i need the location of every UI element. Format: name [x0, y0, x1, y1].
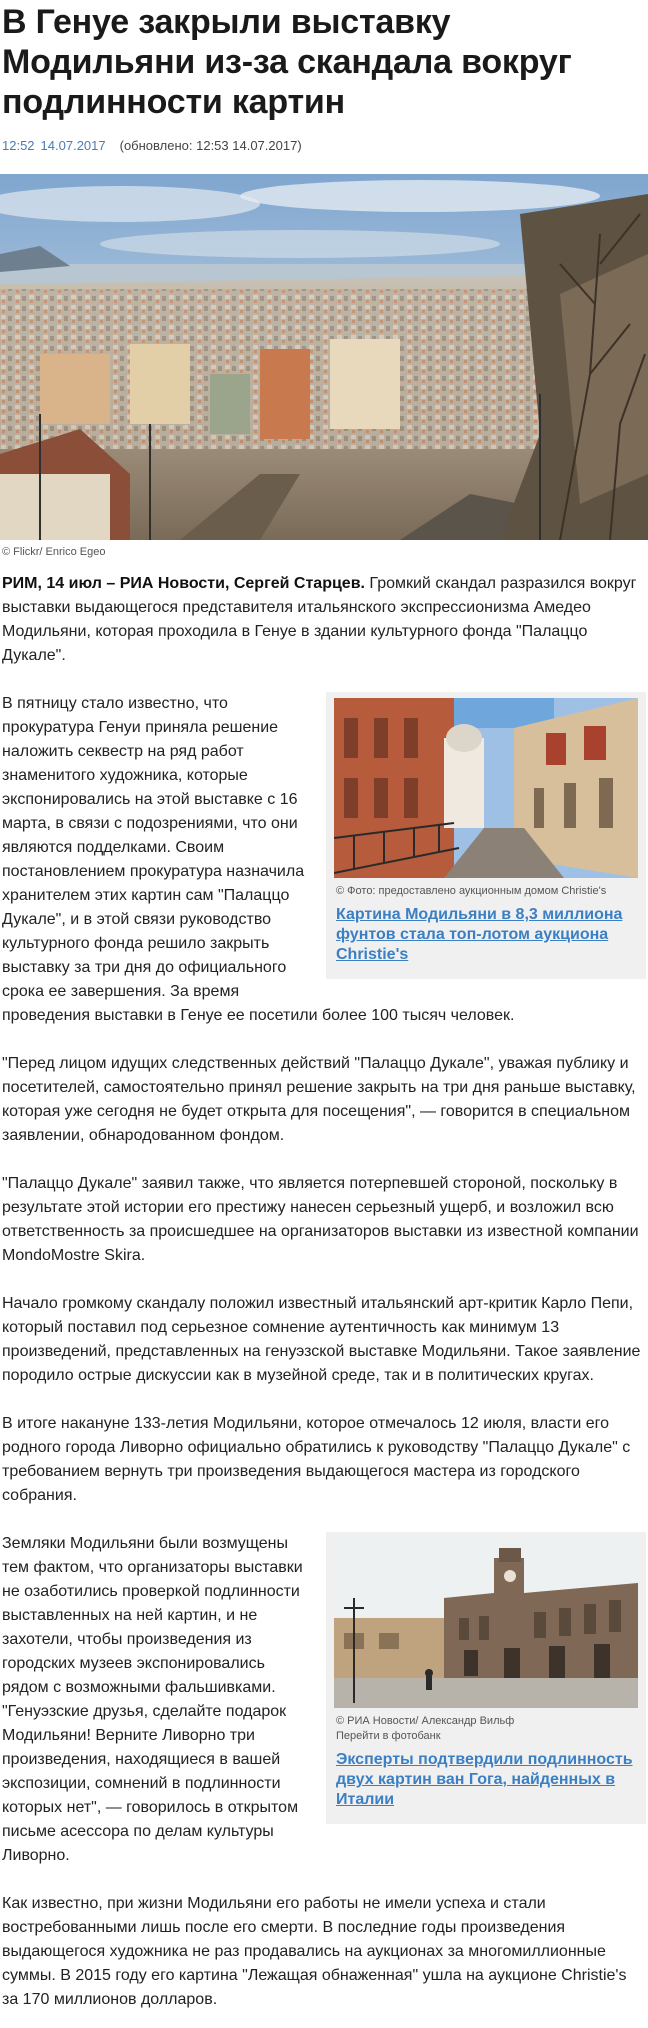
paragraph-3: "Палаццо Дукале" заявил также, что является потерпевшей стороной, поскольку в результате этой истории его престижу нанесен серьезный ущерб, и возложил всю ответственность за происшедшее на организаторов выставки из известной компании MondoMostre Skira. [2, 1175, 639, 1264]
related-inset-van-gogh[interactable] [326, 1532, 646, 1824]
related-link-christies[interactable]: Картина Модильяни в 8,3 миллиона фунтов стала топ-лотом аукциона Christie's [336, 906, 623, 963]
lead-paragraph [0, 572, 648, 668]
updated-value: 12:53 14.07.2017 [196, 138, 298, 153]
photobank-link[interactable]: Перейти в фотобанк [336, 1730, 441, 1742]
paragraph-4: Начало громкому скандалу положил известный итальянский арт-критик Карло Пепи, который поставил под серьезное сомнение аутентичность как минимум 13 произведений, представленных на генуэзской выставке Модильяни. Такое заявление породило острые дискуссии как в музейной среде, так и в политических кругах. [2, 1295, 641, 1384]
paragraph-6: Земляки Модильяни были возмущены тем фактом, что организаторы выставки не озаботились проверкой подлинности выставленных на ней картин, и не захотели, чтобы произведения из городских музеев экспонировались рядом с возможными фальшивками. "Генуэзские друзья, сделайте подарок Модильяни! Верните Ливорно три произведения, находящиеся в вашей экспозиции, сомнений в подлинности которых нет", — говорилось в открытом письме асессора по делам культуры Ливорно. [2, 1535, 303, 1864]
updated-info [120, 138, 302, 153]
related-photo-caption-2 [334, 1708, 638, 1744]
related-photo-van-gogh[interactable] [334, 1538, 638, 1708]
related-photo-christies[interactable] [334, 698, 638, 878]
publish-date[interactable]: 14.07.2017 [40, 138, 106, 153]
lead-text: Громкий скандал разразился вокруг выставки выдающегося представителя итальянского экспрессионизма Амедео Модильяни, которая проходила в Генуе в здании культурного фонда "Палаццо Дукале". [2, 575, 637, 664]
paragraph-5: В итоге накануне 133-летия Модильяни, которое отмечалось 12 июля, власти его родного города Ливорно официально обратились к руководству "Палаццо Дукале" с требованием вернуть три произведения выдающегося мастера из городского собрания. [2, 1415, 631, 1504]
updated-label: (обновлено: [119, 138, 197, 153]
updated-close: ) [297, 138, 302, 153]
article-title: В Генуе закрыли выставку Модильяни из-за скандала вокруг подлинности картин [2, 3, 572, 121]
related-photo-credit: © РИА Новости/ Александр Вильф [336, 1715, 515, 1727]
related-link-van-gogh[interactable]: Эксперты подтвердили подлинность двух картин ван Гога, найденных в Италии [336, 1751, 633, 1808]
paragraph-7: Как известно, при жизни Модильяни его работы не имели успеха и стали востребованными лишь после его смерти. В последние годы произведения выдающегося художника не раз продавались на аукционах за многомиллионные суммы. В 2015 году его картина "Лежащая обнаженная" ушла на аукционе Christie's за 170 миллионов долларов. [2, 1895, 627, 2008]
related-photo-caption: © Фото: предоставлено аукционным домом Christie's [336, 885, 607, 897]
publish-time[interactable]: 12:52 [2, 138, 35, 153]
related-inset-christies[interactable] [326, 692, 646, 979]
article-meta [0, 122, 648, 156]
lead-dateline: РИМ, 14 июл – РИА Новости, Сергей Старцев. [2, 575, 365, 592]
paragraph-2: "Перед лицом идущих следственных действий "Палаццо Дукале", уважая публику и посетителей, самостоятельно принял решение закрыть на три дня раньше выставку, которая уже сегодня не будет открыта для посещения", — говорится в специальном заявлении, обнародованном фондом. [2, 1055, 636, 1144]
paragraph-1: В пятницу стало известно, что прокуратура Генуи приняла решение наложить секвестр на ряд работ знаменитого художника, которые экспонировались на этой выставке с 16 марта, в связи с подозрениями, что они являются подделками. Своим постановлением прокуратура назначила хранителем этих картин сам "Палаццо Дукале", и в этой связи руководство культурного фонда решило закрыть выставку за три дня до официального срока ее завершения. За время проведения выставки в Генуе ее посетили более 100 тысяч человек. [2, 695, 515, 1024]
hero-photo[interactable] [0, 174, 648, 540]
hero-photo-caption: © Flickr/ Enrico Egeo [2, 546, 106, 558]
